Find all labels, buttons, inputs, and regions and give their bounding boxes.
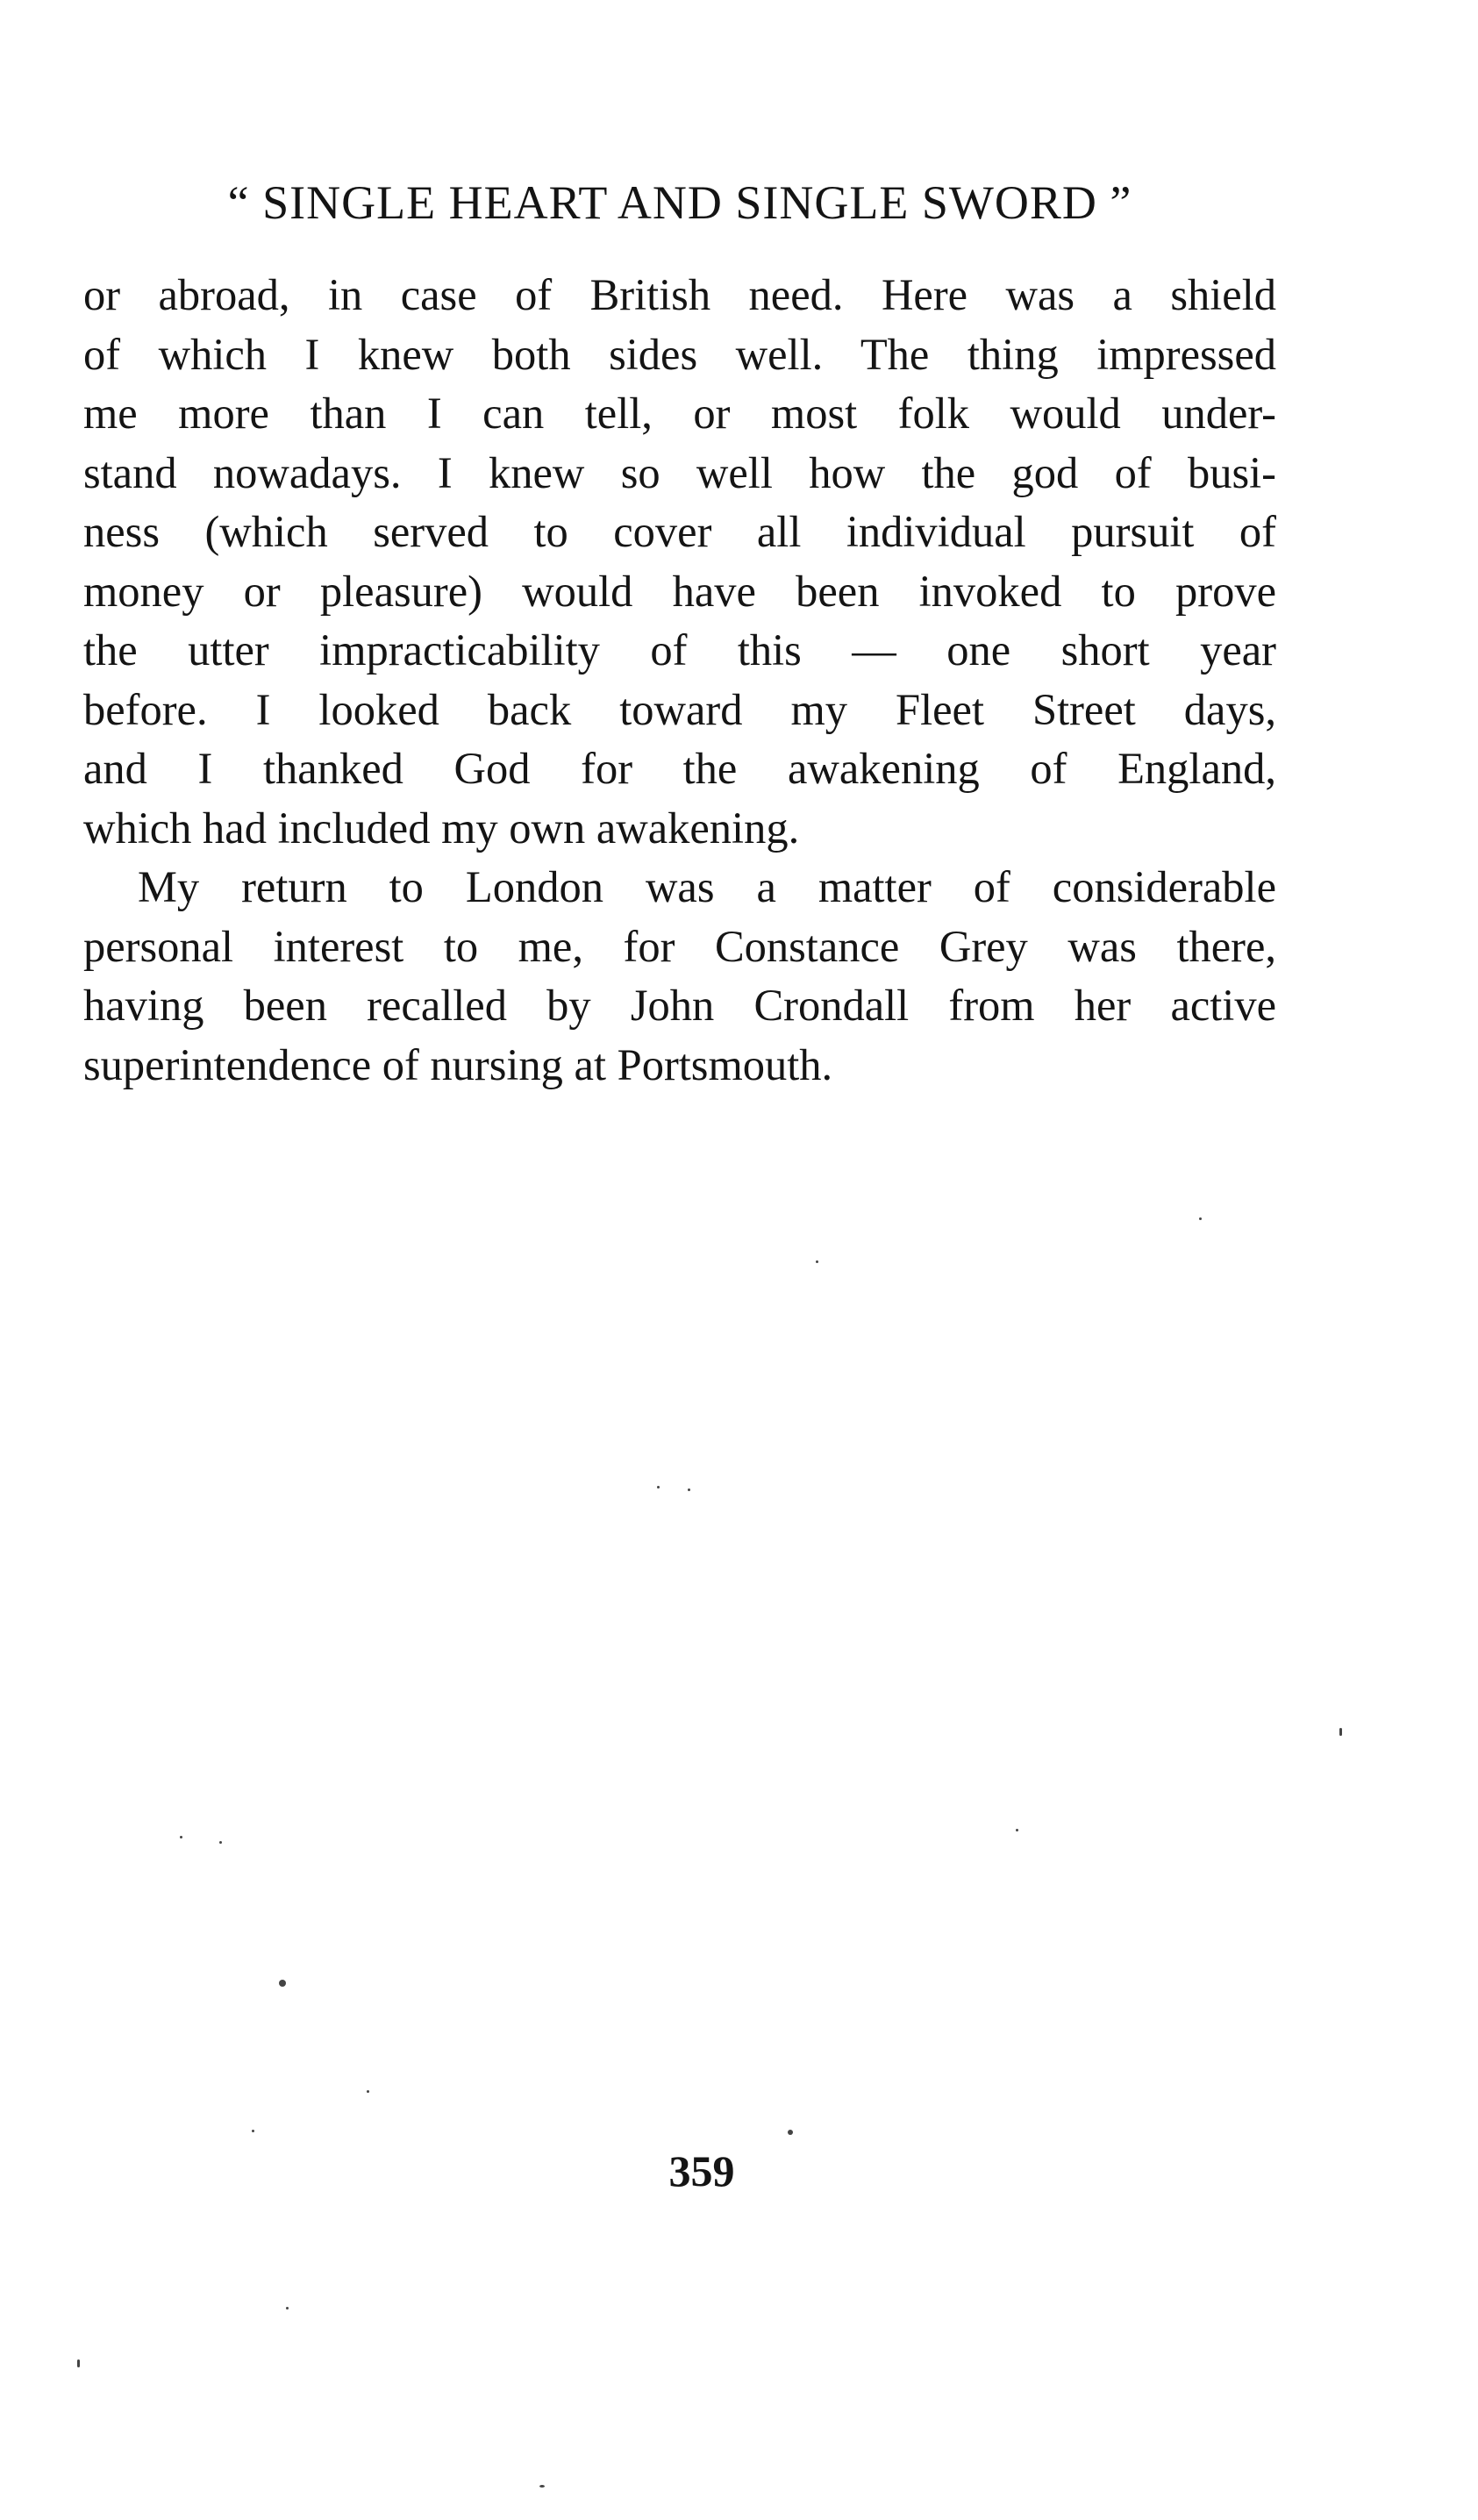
text-line: My return to London was a matter of considerable bbox=[138, 862, 1276, 911]
scan-speck bbox=[1016, 1829, 1018, 1831]
scan-speck bbox=[539, 2485, 545, 2488]
text-line: superintendence of nursing at Portsmouth. bbox=[83, 1039, 833, 1089]
scan-speck bbox=[816, 1260, 818, 1263]
scan-speck bbox=[688, 1488, 690, 1491]
text-line: me more than I can tell, or most folk would under- bbox=[83, 389, 1276, 438]
text-line: and I thanked God for the awakening of England, bbox=[83, 744, 1276, 793]
paragraph-1 bbox=[83, 266, 1276, 858]
text-line: or abroad, in case of British need. Here was a shield bbox=[83, 270, 1276, 319]
text-line: the utter impracticability of this — one short year bbox=[83, 625, 1276, 675]
scan-speck bbox=[657, 1486, 660, 1488]
text-line: before. I looked back toward my Fleet Street days, bbox=[83, 684, 1276, 734]
scan-speck bbox=[367, 2090, 369, 2093]
text-line: ness (which served to cover all individual pursuit of bbox=[83, 507, 1276, 556]
scan-speck bbox=[252, 2130, 254, 2132]
text-line: money or pleasure) would have been invoked to prove bbox=[83, 566, 1276, 616]
text-line: which had included my own awakening. bbox=[83, 803, 800, 853]
scan-speck bbox=[1339, 1728, 1342, 1736]
scan-speck bbox=[279, 1980, 286, 1987]
running-head: “ SINGLE HEART AND SINGLE SWORD ” bbox=[227, 176, 1132, 229]
scan-speck bbox=[219, 1841, 222, 1844]
text-line: personal interest to me, for Constance Grey was there, bbox=[83, 921, 1276, 971]
text-line: having been recalled by John Crondall from her active bbox=[83, 981, 1276, 1030]
scan-speck bbox=[77, 2359, 80, 2367]
text-line: stand nowadays. I knew so well how the god of busi- bbox=[83, 447, 1276, 497]
text-line: of which I knew both sides well. The thing impressed bbox=[83, 329, 1276, 379]
scan-speck bbox=[788, 2130, 793, 2135]
scan-speck bbox=[1199, 1217, 1202, 1220]
paragraph-2 bbox=[83, 858, 1276, 1095]
page-number: 359 bbox=[668, 2146, 735, 2195]
scan-speck bbox=[180, 1836, 182, 1838]
body-text bbox=[83, 266, 1276, 1095]
scan-speck bbox=[286, 2307, 289, 2309]
